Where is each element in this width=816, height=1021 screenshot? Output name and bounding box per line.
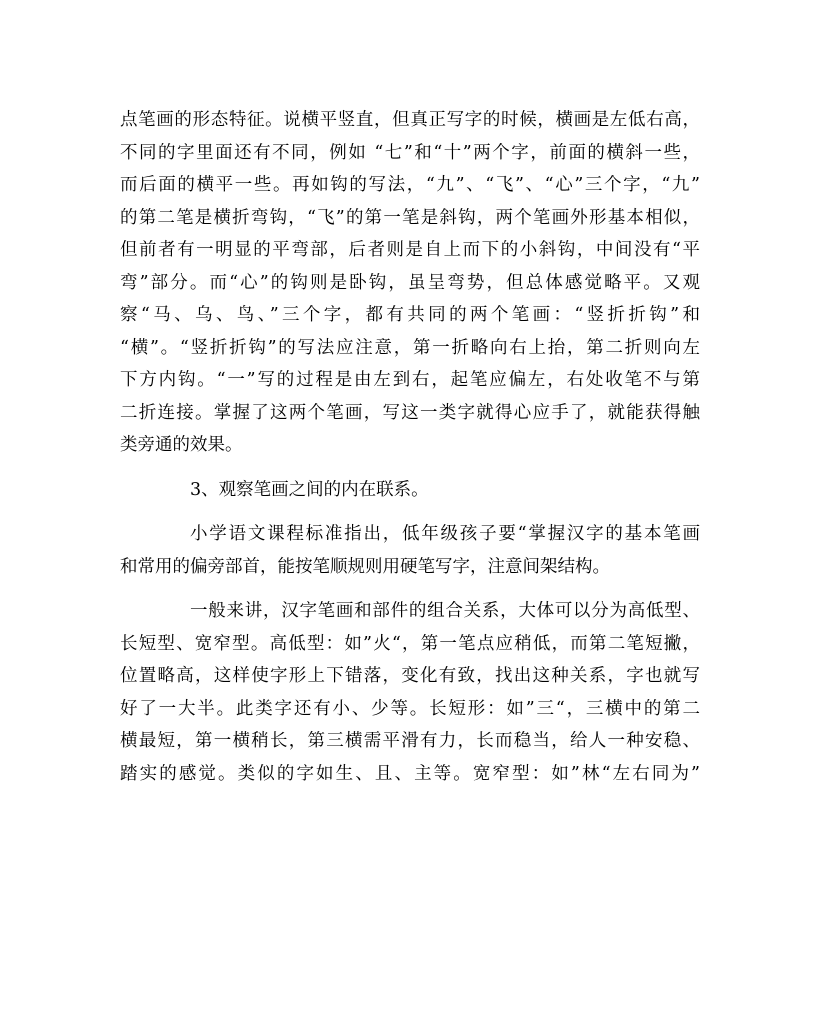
text-line: 横最短，第一横稍长，第三横需平滑有力，长而稳当，给人一种安稳、 [120, 731, 700, 751]
paragraph-stroke-shapes [120, 104, 700, 462]
text-line: 类旁通的效果。 [120, 435, 243, 455]
text-line: 但前者有一明显的平弯部，后者则是自上而下的小斜钩，中间没有“平 [120, 240, 700, 260]
section-heading: 3、观察笔画之间的内在联系。 [190, 479, 429, 500]
paragraph-gap [120, 506, 700, 518]
text-line: 不同的字里面还有不同，例如 “七”和“十”两个字，前面的横斜一些， [120, 142, 700, 163]
text-line: 位置略高，这样使字形上下错落，变化有致，找出这种关系，字也就写 [120, 666, 700, 686]
text-line: 二折连接。掌握了这两个笔画，写这一类字就得心应手了，就能获得触 [120, 402, 700, 423]
text-line: 下方内钩。“一”写的过程是由左到右，起笔应偏左，右处收笔不与第 [120, 370, 700, 390]
paragraph-gap [120, 583, 700, 595]
text-line: 点笔画的形态特征。说横平竖直，但真正写字的时候，横画是左低右高， [120, 110, 700, 130]
text-line: 好了一大半。此类字还有小、少等。长短形：如”三“，三横中的第二 [120, 698, 700, 719]
paragraph-combination-types [120, 595, 700, 790]
text-line: 而后面的横平一些。再如钩的写法，“九”、“飞”、“心”三个字，“九” [120, 175, 700, 195]
text-line: 小学语文课程标准指出，低年级孩子要“掌握汉字的基本笔画 [190, 524, 700, 544]
paragraph-curriculum-standard [120, 518, 700, 583]
text-line: 察“马、乌、鸟、”三个字，都有共同的两个笔画：“竖折折钩”和 [120, 305, 700, 325]
text-line: 的第二笔是横折弯钩，“飞”的第一笔是斜钩，两个笔画外形基本相似， [120, 207, 700, 228]
text-line: “横”。“竖折折钩”的写法应注意，第一折略向右上抬，第二折则向左 [120, 337, 700, 358]
text-line: 和常用的偏旁部首，能按笔顺规则用硬笔写字，注意间架结构。 [120, 556, 610, 577]
text-line: 踏实的感觉。类似的字如生、且、主等。宽窄型：如”林“左右同为” [120, 763, 700, 784]
document-body [120, 104, 700, 790]
text-line: 弯”部分。而“心”的钩则是卧钩，虽呈弯势，但总体感觉略平。又观 [120, 272, 700, 293]
text-line: 一般来讲，汉字笔画和部件的组合关系，大体可以分为高低型、 [190, 601, 700, 621]
paragraph-gap [120, 462, 700, 474]
text-line: 长短型、宽窄型。高低型：如”火“，第一笔点应稍低，而第二笔短撇， [120, 633, 700, 654]
